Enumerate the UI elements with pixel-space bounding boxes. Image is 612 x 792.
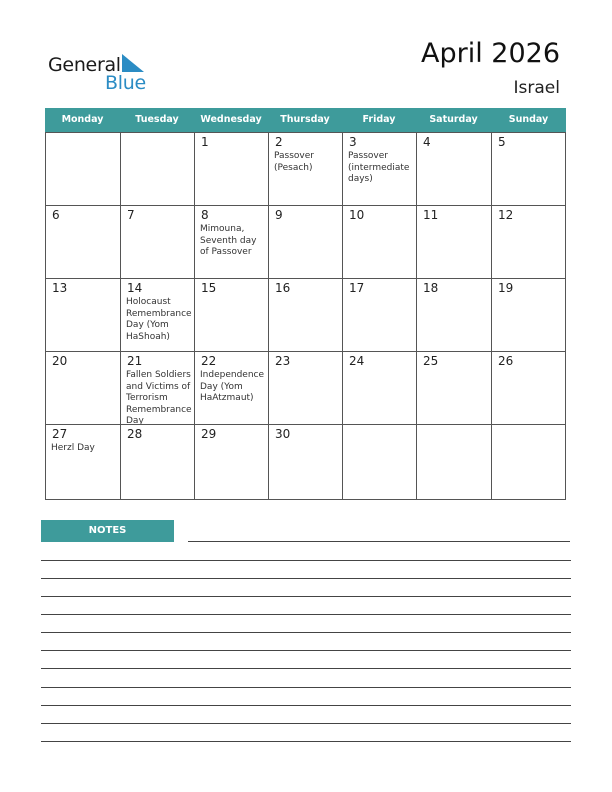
holiday-label: Passover (Pesach) bbox=[274, 151, 314, 173]
day-number: 22 bbox=[201, 354, 217, 368]
logo-blue-text: Blue bbox=[105, 72, 146, 94]
day-number: 21 bbox=[127, 354, 143, 368]
day-number: 27 bbox=[52, 427, 68, 441]
day-number: 30 bbox=[275, 427, 291, 441]
weekday-saturday: Saturday bbox=[429, 114, 478, 125]
day-cell bbox=[417, 133, 491, 205]
day-cell bbox=[343, 133, 416, 205]
day-cell bbox=[492, 206, 566, 278]
day-cell bbox=[343, 279, 416, 351]
weekday-sunday: Sunday bbox=[508, 114, 549, 125]
day-number: 19 bbox=[498, 281, 514, 295]
notes-line bbox=[41, 632, 571, 633]
day-number: 20 bbox=[52, 354, 68, 368]
logo-general-text: General bbox=[48, 54, 121, 76]
day-number: 8 bbox=[201, 208, 209, 222]
day-cell bbox=[417, 279, 491, 351]
day-cell bbox=[343, 352, 416, 424]
day-cell bbox=[121, 206, 194, 278]
day-number: 25 bbox=[423, 354, 439, 368]
weekday-thursday: Thursday bbox=[280, 114, 330, 125]
day-cell bbox=[269, 279, 342, 351]
day-cell bbox=[195, 206, 268, 278]
notes-line bbox=[41, 596, 571, 597]
holiday-label: Herzl Day bbox=[51, 443, 95, 453]
day-number: 4 bbox=[423, 135, 431, 149]
day-cell bbox=[269, 352, 342, 424]
day-number: 13 bbox=[52, 281, 68, 295]
day-cell bbox=[343, 206, 416, 278]
day-cell bbox=[46, 352, 120, 424]
holiday-label: Independence Day (Yom HaAtzmaut) bbox=[200, 370, 265, 403]
day-number: 5 bbox=[498, 135, 506, 149]
day-cell bbox=[195, 425, 268, 498]
calendar-grid bbox=[45, 108, 566, 499]
day-cell bbox=[417, 206, 491, 278]
notes-line bbox=[41, 578, 571, 579]
day-cell bbox=[269, 206, 342, 278]
notes-line bbox=[188, 541, 570, 542]
day-cell bbox=[121, 352, 194, 424]
notes-line bbox=[41, 723, 571, 724]
day-number: 9 bbox=[275, 208, 283, 222]
notes-line bbox=[41, 687, 571, 688]
notes-line bbox=[41, 705, 571, 706]
day-cell bbox=[492, 133, 566, 205]
day-number: 24 bbox=[349, 354, 365, 368]
weekday-wednesday: Wednesday bbox=[200, 114, 262, 125]
day-number: 29 bbox=[201, 427, 217, 441]
weekday-monday: Monday bbox=[61, 114, 104, 125]
day-cell bbox=[492, 279, 566, 351]
day-cell bbox=[46, 133, 120, 205]
day-cell bbox=[46, 206, 120, 278]
notes-line bbox=[41, 668, 571, 669]
weekday-friday: Friday bbox=[362, 114, 396, 125]
day-number: 14 bbox=[127, 281, 143, 295]
day-cell bbox=[195, 352, 268, 424]
day-cell bbox=[417, 425, 491, 498]
day-number: 10 bbox=[349, 208, 365, 222]
day-cell bbox=[195, 133, 268, 205]
day-number: 3 bbox=[349, 135, 357, 149]
page-title: April 2026 bbox=[420, 38, 560, 69]
notes-line bbox=[41, 614, 571, 615]
day-number: 12 bbox=[498, 208, 514, 222]
day-number: 16 bbox=[275, 281, 291, 295]
day-number: 26 bbox=[498, 354, 514, 368]
holiday-label: Passover (intermediate days) bbox=[348, 151, 410, 184]
day-cell bbox=[417, 352, 491, 424]
day-cell bbox=[46, 425, 120, 498]
notes-line bbox=[41, 560, 571, 561]
day-cell bbox=[492, 425, 566, 498]
day-number: 28 bbox=[127, 427, 143, 441]
country-label: Israel bbox=[513, 78, 560, 98]
notes-line bbox=[41, 741, 571, 742]
day-number: 11 bbox=[423, 208, 439, 222]
day-number: 17 bbox=[349, 281, 365, 295]
day-cell bbox=[121, 279, 194, 351]
day-number: 6 bbox=[52, 208, 60, 222]
day-cell bbox=[269, 425, 342, 498]
weekday-tuesday: Tuesday bbox=[135, 114, 179, 125]
day-cell bbox=[343, 425, 416, 498]
holiday-label: Fallen Soldiers and Victims of Terrorism Remembrance Day bbox=[126, 370, 192, 424]
holiday-label: Mimouna, Seventh day of Passover bbox=[200, 224, 257, 257]
weekday-header bbox=[45, 108, 566, 132]
day-cell bbox=[121, 425, 194, 498]
day-cell bbox=[121, 133, 194, 205]
day-number: 15 bbox=[201, 281, 217, 295]
notes-line bbox=[41, 650, 571, 651]
day-number: 7 bbox=[127, 208, 135, 222]
day-cell bbox=[492, 352, 566, 424]
day-number: 2 bbox=[275, 135, 283, 149]
day-number: 18 bbox=[423, 281, 439, 295]
logo bbox=[48, 52, 158, 92]
day-cell bbox=[269, 133, 342, 205]
day-cell bbox=[195, 279, 268, 351]
logo-triangle-icon bbox=[122, 54, 144, 72]
day-number: 23 bbox=[275, 354, 291, 368]
day-cell bbox=[46, 279, 120, 351]
notes-label: NOTES bbox=[41, 520, 174, 542]
holiday-label: Holocaust Remembrance Day (Yom HaShoah) bbox=[126, 297, 192, 342]
day-number: 1 bbox=[201, 135, 209, 149]
